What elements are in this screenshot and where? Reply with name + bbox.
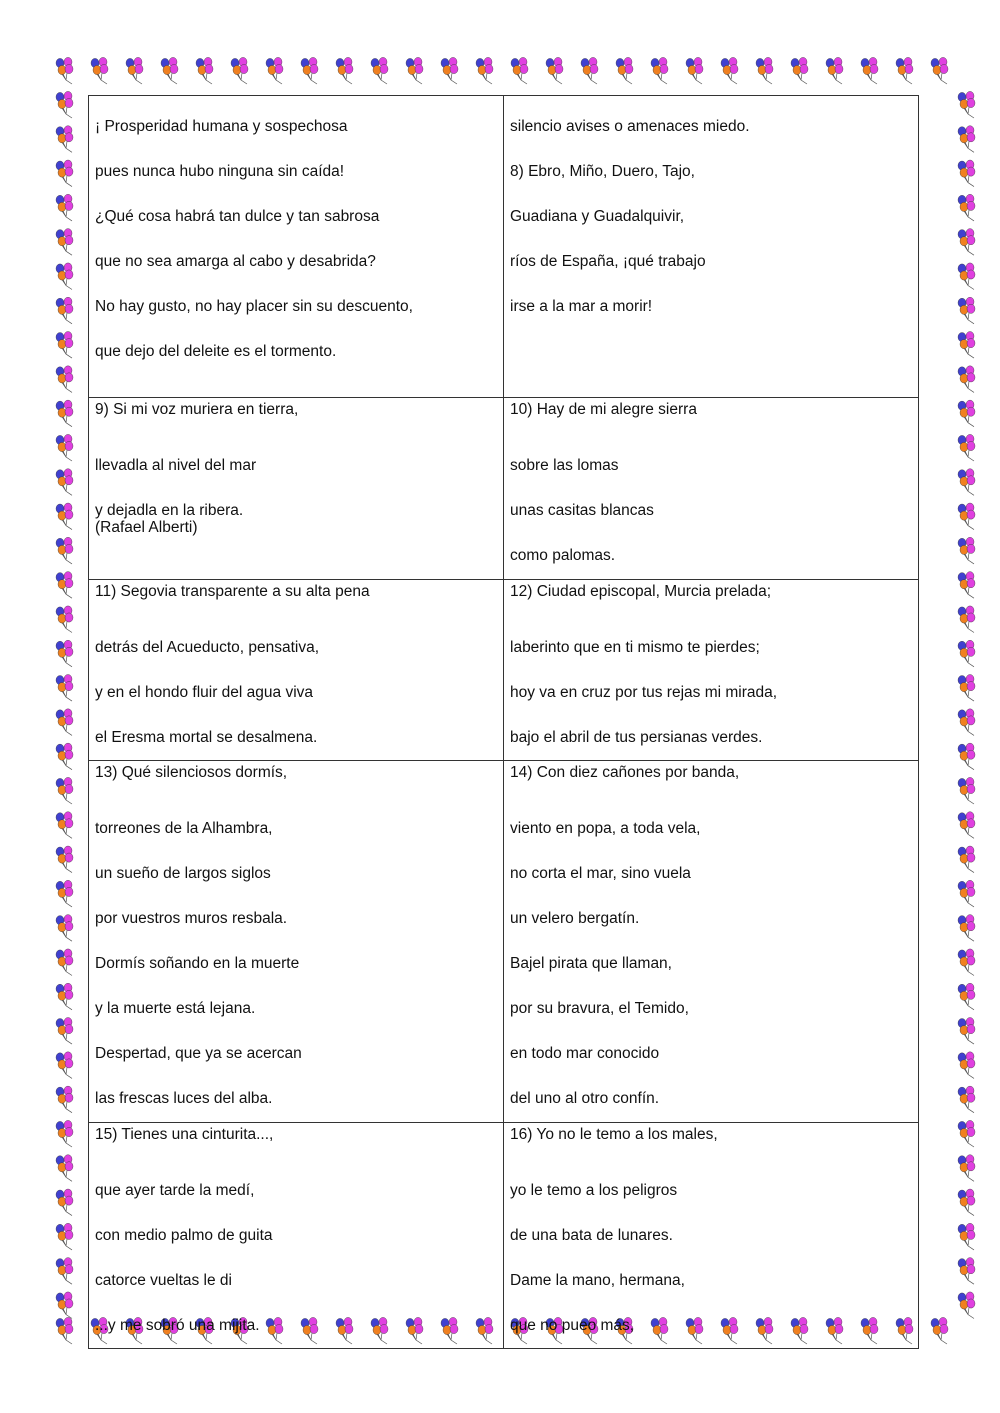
table-row xyxy=(89,580,919,761)
balloons-icon xyxy=(958,366,975,393)
balloons-icon xyxy=(56,777,73,804)
balloons-icon xyxy=(958,743,975,770)
balloons-icon xyxy=(56,1223,73,1250)
balloons-icon xyxy=(56,1120,73,1147)
balloons-icon xyxy=(56,537,73,564)
balloons-icon xyxy=(896,57,913,84)
balloons-icon xyxy=(958,1018,975,1045)
poem-line: Dormís soñando en la muerte xyxy=(95,955,300,972)
poem-line: Despertad, que ya se acercan xyxy=(95,1045,302,1062)
balloons-icon xyxy=(958,126,975,153)
balloons-icon xyxy=(56,675,73,702)
poem-line: Bajel pirata que llaman, xyxy=(510,955,672,972)
balloons-icon xyxy=(958,983,975,1010)
poem-line: laberinto que en ti mismo te pierdes; xyxy=(510,639,760,656)
balloons-icon xyxy=(581,57,598,84)
balloons-icon xyxy=(958,160,975,187)
poem-line: un sueño de largos siglos xyxy=(95,865,271,882)
poem-line: ríos de España, ¡qué trabajo xyxy=(510,253,706,270)
balloons-icon xyxy=(931,57,948,84)
balloons-icon xyxy=(56,366,73,393)
balloons-icon xyxy=(56,503,73,530)
balloons-icon xyxy=(958,1086,975,1113)
poem-line: catorce vueltas le di xyxy=(95,1272,232,1289)
balloons-icon xyxy=(958,1052,975,1079)
poem-line: detrás del Acueducto, pensativa, xyxy=(95,639,320,656)
poem-line: del uno al otro confín. xyxy=(510,1090,660,1107)
poem-line: por su bravura, el Temido, xyxy=(510,1000,689,1017)
balloons-icon xyxy=(56,880,73,907)
poem-cell-left xyxy=(89,580,504,761)
balloons-icon xyxy=(56,572,73,599)
poem-line: en todo mar conocido xyxy=(510,1045,660,1062)
poem-line: silencio avises o amenaces miedo. xyxy=(510,118,750,135)
balloons-icon xyxy=(301,57,318,84)
poem-line: llevadla al nivel del mar xyxy=(95,457,257,474)
poem-table xyxy=(88,95,919,1349)
poem-line: 13) Qué silenciosos dormís, xyxy=(95,764,288,781)
balloons-icon xyxy=(56,263,73,290)
poem-line: 10) Hay de mi alegre sierra xyxy=(510,401,697,418)
balloons-icon xyxy=(266,57,283,84)
balloons-icon xyxy=(958,263,975,290)
poem-line: con medio palmo de guita xyxy=(95,1227,273,1244)
poem-line: 15) Tienes una cinturita..., xyxy=(95,1126,274,1143)
poem-line: 16) Yo no le temo a los males, xyxy=(510,1126,718,1143)
poem-cell-left xyxy=(89,96,504,398)
table-row xyxy=(89,761,919,1123)
poem-line: torreones de la Alhambra, xyxy=(95,820,273,837)
balloons-icon xyxy=(931,1317,948,1344)
poem-line: ¿Qué cosa habrá tan dulce y tan sabrosa xyxy=(95,208,380,225)
poem-line: las frescas luces del alba. xyxy=(95,1090,273,1107)
balloons-icon xyxy=(546,57,563,84)
balloons-icon xyxy=(56,297,73,324)
balloons-icon xyxy=(958,229,975,256)
poem-cell-right xyxy=(504,761,919,1123)
balloons-icon xyxy=(91,57,108,84)
balloons-icon xyxy=(958,434,975,461)
balloons-icon xyxy=(958,880,975,907)
balloons-icon xyxy=(56,1155,73,1182)
poem-line: el Eresma mortal se desalmena. xyxy=(95,729,318,746)
balloons-icon xyxy=(56,606,73,633)
balloons-icon xyxy=(56,194,73,221)
poem-line: viento en popa, a toda vela, xyxy=(510,820,701,837)
poem-line: y dejadla en la ribera. xyxy=(95,502,244,519)
balloons-icon xyxy=(511,57,528,84)
poem-cell-left xyxy=(89,1123,504,1349)
balloons-icon xyxy=(958,709,975,736)
poem-line: yo le temo a los peligros xyxy=(510,1182,678,1199)
poem-line: no corta el mar, sino vuela xyxy=(510,865,691,882)
balloons-icon xyxy=(651,57,668,84)
balloons-icon xyxy=(56,949,73,976)
poem-line: ...y me sobró una mijita. xyxy=(95,1317,260,1334)
balloons-icon xyxy=(476,57,493,84)
balloons-icon xyxy=(958,400,975,427)
balloons-icon xyxy=(958,1120,975,1147)
poem-line: que ayer tarde la medí, xyxy=(95,1182,255,1199)
table-row xyxy=(89,1123,919,1349)
balloons-icon xyxy=(958,640,975,667)
balloons-icon xyxy=(56,57,73,84)
balloons-icon xyxy=(958,846,975,873)
poem-line: pues nunca hubo ninguna sin caída! xyxy=(95,163,345,180)
poem-line: 11) Segovia transparente a su alta pena xyxy=(95,583,370,600)
balloons-icon xyxy=(161,57,178,84)
balloons-icon xyxy=(958,194,975,221)
balloons-icon xyxy=(56,332,73,359)
balloons-icon xyxy=(196,57,213,84)
balloons-icon xyxy=(721,57,738,84)
balloons-icon xyxy=(56,709,73,736)
balloons-icon xyxy=(56,812,73,839)
balloons-icon xyxy=(958,332,975,359)
poem-cell-right xyxy=(504,1123,919,1349)
poem-cell-left xyxy=(89,761,504,1123)
balloons-icon xyxy=(958,1292,975,1319)
poem-line: y la muerte está lejana. xyxy=(95,1000,256,1017)
poem-line: 8) Ebro, Miño, Duero, Tajo, xyxy=(510,163,695,180)
balloons-icon xyxy=(861,57,878,84)
poem-cell-right xyxy=(504,398,919,580)
balloons-icon xyxy=(958,1258,975,1285)
poem-line: Dame la mano, hermana, xyxy=(510,1272,685,1289)
balloons-icon xyxy=(958,1189,975,1216)
balloons-icon xyxy=(56,469,73,496)
poem-attribution: (Rafael Alberti) xyxy=(95,519,198,536)
table-row xyxy=(89,96,919,398)
balloons-icon xyxy=(958,537,975,564)
balloons-icon xyxy=(958,503,975,530)
balloons-icon xyxy=(958,675,975,702)
poem-cell-left xyxy=(89,398,504,580)
balloons-icon xyxy=(56,915,73,942)
balloons-icon xyxy=(56,640,73,667)
poem-line: 9) Si mi voz muriera en tierra, xyxy=(95,401,299,418)
balloons-icon xyxy=(406,57,423,84)
balloons-icon xyxy=(958,297,975,324)
poem-line: No hay gusto, no hay placer sin su descuento, xyxy=(95,298,413,315)
table-row xyxy=(89,398,919,580)
balloons-icon xyxy=(958,915,975,942)
balloons-icon xyxy=(56,160,73,187)
poem-line: un velero bergatín. xyxy=(510,910,640,927)
balloons-icon xyxy=(56,1086,73,1113)
poem-line: Guadiana y Guadalquivir, xyxy=(510,208,685,225)
poem-line: 14) Con diez cañones por banda, xyxy=(510,764,740,781)
balloons-icon xyxy=(958,469,975,496)
balloons-icon xyxy=(958,91,975,118)
balloons-icon xyxy=(958,1155,975,1182)
balloons-icon xyxy=(686,57,703,84)
poem-line: que dejo del deleite es el tormento. xyxy=(95,343,337,360)
balloons-icon xyxy=(231,57,248,84)
balloons-icon xyxy=(56,1317,73,1344)
balloons-icon xyxy=(56,1189,73,1216)
poem-line: ¡ Prosperidad humana y sospechosa xyxy=(95,118,348,135)
poem-line: que no sea amarga al cabo y desabrida? xyxy=(95,253,376,270)
poem-line: unas casitas blancas xyxy=(510,502,654,519)
balloons-icon xyxy=(56,91,73,118)
balloons-icon xyxy=(791,57,808,84)
balloons-icon xyxy=(958,606,975,633)
balloons-icon xyxy=(756,57,773,84)
poem-line: por vuestros muros resbala. xyxy=(95,910,288,927)
poem-line: irse a la mar a morir! xyxy=(510,298,653,315)
poem-line: hoy va en cruz por tus rejas mi mirada, xyxy=(510,684,778,701)
balloons-icon xyxy=(56,1052,73,1079)
balloons-icon xyxy=(958,777,975,804)
balloons-icon xyxy=(56,1018,73,1045)
balloons-icon xyxy=(371,57,388,84)
balloons-icon xyxy=(336,57,353,84)
balloons-icon xyxy=(958,812,975,839)
poem-line: y en el hondo fluir del agua viva xyxy=(95,684,314,701)
balloons-icon xyxy=(56,229,73,256)
balloons-icon xyxy=(958,1223,975,1250)
balloons-icon xyxy=(56,983,73,1010)
balloons-icon xyxy=(616,57,633,84)
poem-line: de una bata de lunares. xyxy=(510,1227,673,1244)
balloons-icon xyxy=(56,434,73,461)
balloons-icon xyxy=(56,846,73,873)
balloons-icon xyxy=(126,57,143,84)
poem-line: como palomas. xyxy=(510,547,616,564)
poem-cell-right xyxy=(504,580,919,761)
poem-line: sobre las lomas xyxy=(510,457,619,474)
balloons-icon xyxy=(441,57,458,84)
balloons-icon xyxy=(958,572,975,599)
balloons-icon xyxy=(56,743,73,770)
poem-line: bajo el abril de tus persianas verdes. xyxy=(510,729,763,746)
poem-cell-right xyxy=(504,96,919,398)
poem-line: que no pueo más, xyxy=(510,1317,635,1334)
balloons-icon xyxy=(958,949,975,976)
balloons-icon xyxy=(56,126,73,153)
balloons-icon xyxy=(56,1258,73,1285)
balloons-icon xyxy=(56,400,73,427)
balloons-icon xyxy=(56,1292,73,1319)
poem-line: 12) Ciudad episcopal, Murcia prelada; xyxy=(510,583,772,600)
balloons-icon xyxy=(826,57,843,84)
